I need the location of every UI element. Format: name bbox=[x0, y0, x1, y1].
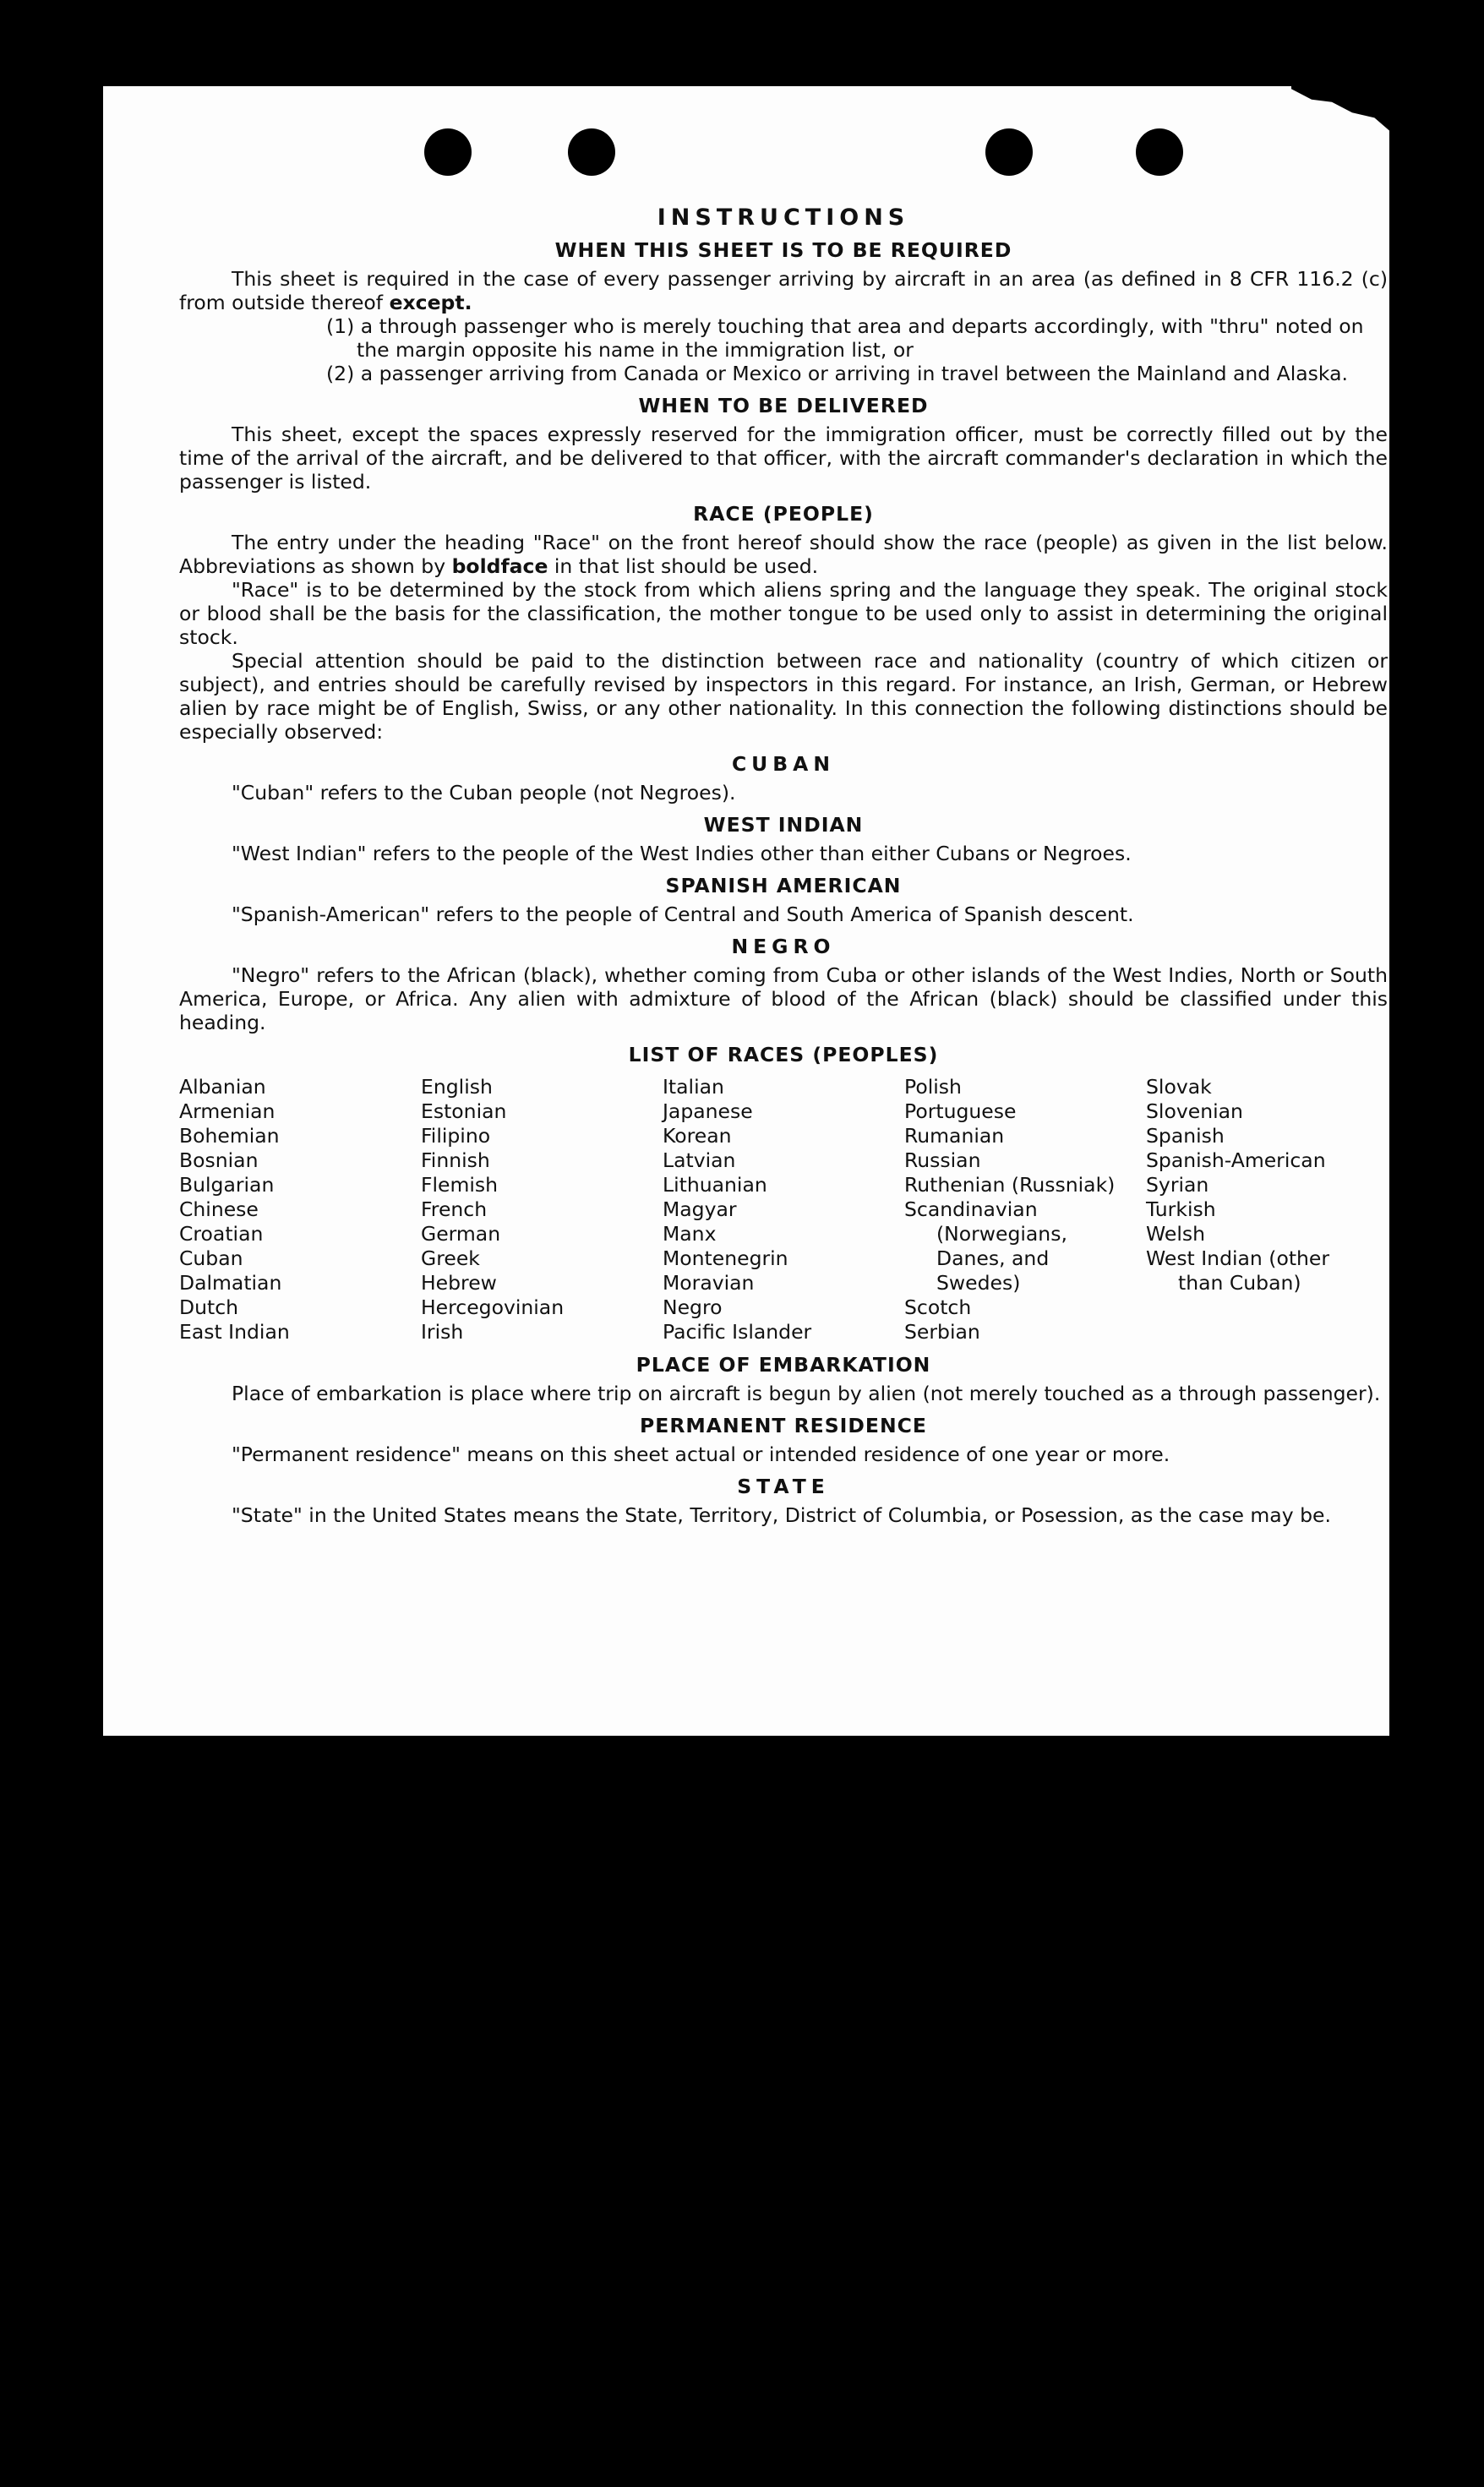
races-column bbox=[421, 1075, 663, 1344]
race-entry: English bbox=[421, 1075, 493, 1099]
residence-text: "Permanent residence" means on this sheet actual or intended residence of one year or more. bbox=[232, 1443, 1170, 1466]
race-entry: Scandinavian bbox=[904, 1197, 1038, 1221]
exception-list bbox=[179, 314, 1388, 385]
race-entry: Polish bbox=[904, 1075, 962, 1099]
race-entry: than Cuban) bbox=[1178, 1271, 1301, 1295]
exception-item: (1) a through passenger who is merely touching that area and departs accordingly, with "thru" noted on the margin opposite his name in the immigration list, or bbox=[326, 314, 1364, 362]
race-entry: Syrian bbox=[1146, 1173, 1209, 1197]
race-entry: Flemish bbox=[421, 1173, 499, 1197]
race-entry: Spanish-American bbox=[1146, 1148, 1326, 1172]
race-entry: Turkish bbox=[1146, 1197, 1216, 1221]
race-entry: Cuban bbox=[179, 1246, 243, 1270]
race-entry: Moravian bbox=[663, 1271, 755, 1295]
spanish-american-text: "Spanish-American" refers to the people of Central and South America of Spanish descent. bbox=[232, 903, 1134, 926]
race-entry: Manx bbox=[663, 1222, 717, 1246]
race-entry: Hebrew bbox=[421, 1271, 497, 1295]
race-entry: East Indian bbox=[179, 1320, 290, 1344]
race-entry: Italian bbox=[663, 1075, 724, 1099]
heading-list-of-races: LIST OF RACES (PEOPLES) bbox=[628, 1043, 939, 1066]
race-entry: Latvian bbox=[663, 1148, 736, 1172]
race-entry: Negro bbox=[663, 1295, 723, 1319]
punch-hole bbox=[568, 128, 615, 176]
heading-spanish-american: SPANISH AMERICAN bbox=[665, 874, 902, 897]
race-paragraph-3: Special attention should be paid to the distinction between race and nationality (country of which citizen or subject), and entries should be carefully revised by inspectors in this regard. For instance, an Irish, German, or Hebrew alien by race might be of English, Swiss, or any other nationality. In this connection the following distinctions should be especially observed: bbox=[179, 649, 1388, 744]
race-entry: Estonian bbox=[421, 1099, 507, 1123]
negro-text: "Negro" refers to the African (black), whether coming from Cuba or other islands of the West Indies, North or South America, Europe, or Africa. Any alien with admixture of blood of the African (black) should be classified under this heading. bbox=[179, 963, 1388, 1034]
race-entry: Dalmatian bbox=[179, 1271, 282, 1295]
exception-item: (2) a passenger arriving from Canada or Mexico or arriving in travel between the Mainland and Alaska. bbox=[326, 362, 1348, 385]
race-entry: Scotch bbox=[904, 1295, 972, 1319]
race-paragraph-2: "Race" is to be determined by the stock from which aliens spring and the language they speak. The original stock or blood shall be the basis for the classification, the mother tongue to be used only to assist in determining the original stock. bbox=[179, 578, 1388, 649]
race-entry: Lithuanian bbox=[663, 1173, 767, 1197]
race-entry: Hercegovinian bbox=[421, 1295, 565, 1319]
heading-cuban: CUBAN bbox=[731, 752, 836, 776]
instructions-body bbox=[179, 206, 1388, 1527]
instruction-sheet bbox=[103, 86, 1389, 1736]
punch-hole bbox=[1136, 128, 1183, 176]
embarkation-text: Place of embarkation is place where trip on aircraft is begun by alien (not merely touched as a through passenger). bbox=[232, 1382, 1381, 1405]
race-entry: Bulgarian bbox=[179, 1173, 275, 1197]
race-entry: Bosnian bbox=[179, 1148, 259, 1172]
race-entry: Chinese bbox=[179, 1197, 259, 1221]
race-entry: Croatian bbox=[179, 1222, 264, 1246]
race-entry: Portuguese bbox=[904, 1099, 1017, 1123]
heading-state: STATE bbox=[737, 1475, 830, 1498]
torn-corner bbox=[1291, 81, 1393, 134]
races-column bbox=[1146, 1075, 1388, 1344]
race-entry: West Indian (other bbox=[1146, 1246, 1330, 1270]
race-entry: Spanish bbox=[1146, 1124, 1225, 1148]
race-entry: Armenian bbox=[179, 1099, 276, 1123]
state-text: "State" in the United States means the State, Territory, District of Columbia, or Posession, as the case may be. bbox=[232, 1503, 1331, 1527]
race-entry: Welsh bbox=[1146, 1222, 1205, 1246]
race-entry: Irish bbox=[421, 1320, 464, 1344]
race-entry: Korean bbox=[663, 1124, 732, 1148]
race-entry: Serbian bbox=[904, 1320, 980, 1344]
heading-when-delivered: WHEN TO BE DELIVERED bbox=[638, 394, 929, 417]
race-entry: Slovenian bbox=[1146, 1099, 1243, 1123]
race-entry: Dutch bbox=[179, 1295, 239, 1319]
race-entry: Slovak bbox=[1146, 1075, 1212, 1099]
heading-negro: NEGRO bbox=[731, 935, 836, 958]
race-entry: Greek bbox=[421, 1246, 480, 1270]
races-table bbox=[179, 1075, 1388, 1344]
race-entry: French bbox=[421, 1197, 488, 1221]
race-entry: Pacific Islander bbox=[663, 1320, 812, 1344]
heading-west-indian: WEST INDIAN bbox=[703, 813, 864, 837]
race-entry: Albanian bbox=[179, 1075, 266, 1099]
race-entry: Magyar bbox=[663, 1197, 737, 1221]
heading-when-required: WHEN THIS SHEET IS TO BE REQUIRED bbox=[554, 238, 1012, 262]
race-entry: German bbox=[421, 1222, 501, 1246]
heading-embarkation: PLACE OF EMBARKATION bbox=[636, 1353, 931, 1377]
race-entry: Danes, and bbox=[936, 1246, 1050, 1270]
west-indian-text: "West Indian" refers to the people of the West Indies other than either Cubans or Negroes. bbox=[232, 842, 1132, 865]
heading-race: RACE (PEOPLE) bbox=[693, 502, 874, 526]
races-column bbox=[663, 1075, 904, 1344]
punch-hole bbox=[985, 128, 1033, 176]
cuban-text: "Cuban" refers to the Cuban people (not Negroes). bbox=[232, 781, 736, 804]
race-entry: (Norwegians, bbox=[936, 1222, 1067, 1246]
race-entry: Ruthenian (Russniak) bbox=[904, 1173, 1116, 1197]
races-column bbox=[904, 1075, 1146, 1344]
punch-hole bbox=[424, 128, 472, 176]
race-entry: Japanese bbox=[663, 1099, 753, 1123]
race-entry: Russian bbox=[904, 1148, 981, 1172]
page-title: INSTRUCTIONS bbox=[657, 205, 910, 231]
race-paragraph-1: The entry under the heading "Race" on the front hereof should show the race (people) as given in the list below. Abbreviations as shown by boldface in that list should be used. bbox=[179, 531, 1388, 578]
race-entry: Filipino bbox=[421, 1124, 491, 1148]
race-entry: Finnish bbox=[421, 1148, 490, 1172]
race-entry: Montenegrin bbox=[663, 1246, 788, 1270]
race-entry: Bohemian bbox=[179, 1124, 280, 1148]
race-entry: Swedes) bbox=[936, 1271, 1021, 1295]
when-delivered-text: This sheet, except the spaces expressly reserved for the immigration officer, must be correctly filled out by the time of the arrival of the aircraft, and be delivered to that officer, with the aircraft commander's declaration in which the passenger is listed. bbox=[179, 423, 1388, 494]
heading-permanent-residence: PERMANENT RESIDENCE bbox=[640, 1414, 927, 1437]
race-entry: Rumanian bbox=[904, 1124, 1005, 1148]
races-column bbox=[179, 1075, 421, 1344]
when-required-intro: This sheet is required in the case of every passenger arriving by aircraft in an area (as defined in 8 CFR 116.2 (c) from outside thereof except. bbox=[179, 267, 1388, 314]
